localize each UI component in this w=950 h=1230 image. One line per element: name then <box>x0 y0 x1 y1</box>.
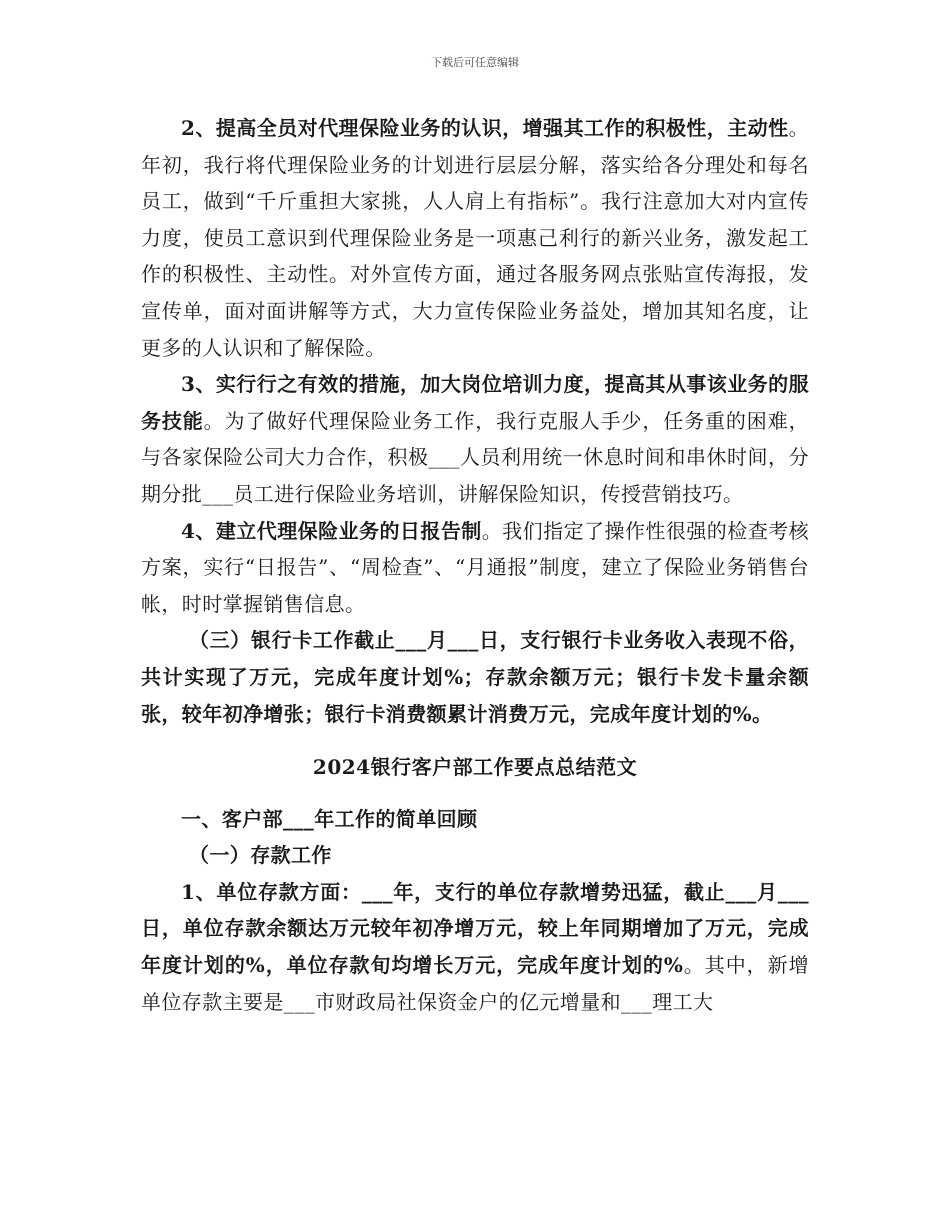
paragraph-lead: 4、建立代理保险业务的日报告制 <box>181 518 482 543</box>
subsection-heading: （一）存款工作 <box>189 843 332 868</box>
section-heading: 一、客户部___年工作的简单回顾 <box>181 806 478 831</box>
document-title: 2024银行客户部工作要点总结范文 <box>312 755 638 780</box>
paragraph-unit-deposits <box>141 874 809 1020</box>
paragraph-daily-report <box>141 513 809 623</box>
paragraph-text: 。我们指定了操作性很强的检查考核方案，实行“日报告”、“周检查”、“月通报”制度，建立了保险业务销售台帐，时时掌握销售信息。 <box>141 518 810 616</box>
paragraph-text: 。其中，新增单位存款主要是___市财政局社保资金户的亿元增量和___理工大 <box>141 953 809 1014</box>
paragraph-text: 。为了做好代理保险业务工作，我行克服人手少，任务重的困难，与各家保险公司大力合作，积极___人员利用统一休息时间和串休时间，分期分批___员工进行保险业务培训，讲解保险知识，传授营销技巧。 <box>141 408 809 506</box>
paragraph-lead: 1、单位存款方面：___年，支行的单位存款增势迅猛，截止___月___日，单位存款余额达万元较年初净增万元，较上年同期增加了万元，完成年度计划的%，单位存款旬均增长万元，完成年度计划的% <box>141 879 809 978</box>
paragraph-training-measures <box>141 366 809 512</box>
paragraph-insurance-awareness <box>141 110 809 366</box>
paragraph-text: 。年初，我行将代理保险业务的计划进行层层分解，落实给各分理处和每名员工，做到“千斤重担大家挑，人人肩上有指标”。我行注意加大对内宣传力度，使员工意识到代理保险业务是一项惠己利行的新兴业务，激发起工作的积极性、主动性。对外宣传方面，通过各服务网点张贴宣传海报，发宣传单，面对面讲解等方式，大力宣传保险业务益处，增加其知名度，让更多的人认识和了解保险。 <box>141 116 809 360</box>
document-body <box>141 110 809 1020</box>
paragraph-lead: 2、提高全员对代理保险业务的认识，增强其工作的积极性，主动性 <box>181 116 789 140</box>
page-header: 下载后可任意编辑 <box>431 56 519 69</box>
paragraph-bank-card: （三）银行卡工作截止___月___日，支行银行卡业务收入表现不俗，共计实现了万元，完成年度计划%；存款余额万元；银行卡发卡量余额张，较年初净增张；银行卡消费额累计消费万元，完成年度计划的%。 <box>141 628 809 726</box>
paragraph-lead: 3、实行行之有效的措施，加大岗位培训力度，提高其从事该业务的服务技能 <box>141 372 809 433</box>
